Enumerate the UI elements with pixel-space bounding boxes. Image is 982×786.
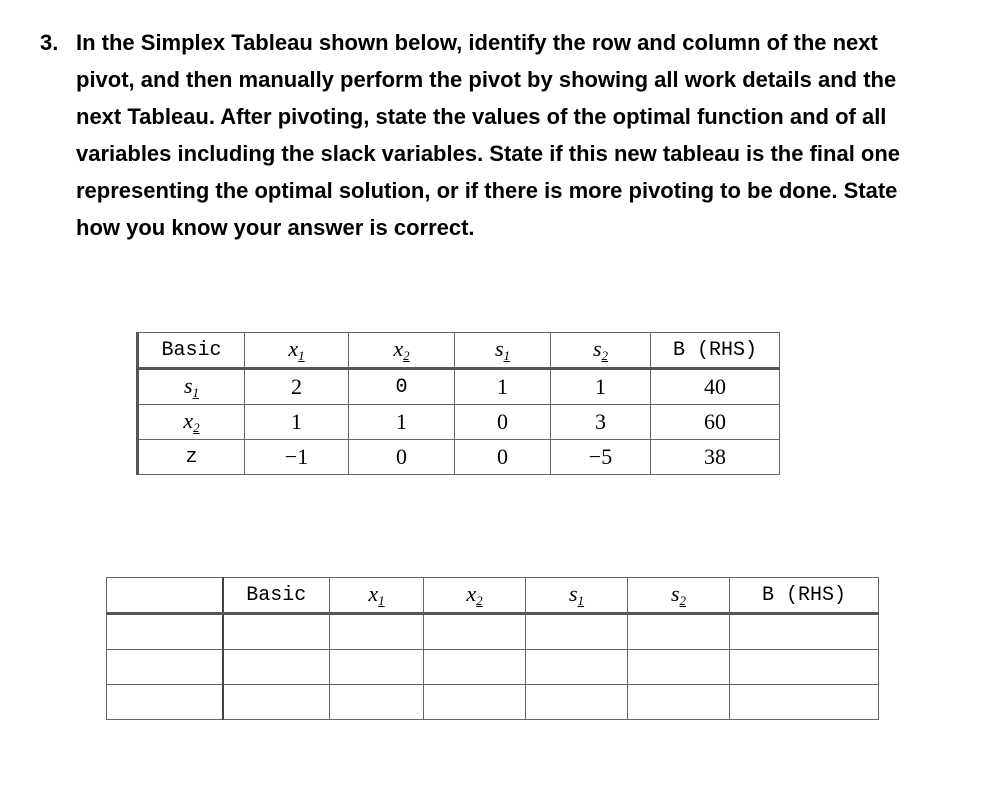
cell-x1: 2 bbox=[245, 369, 349, 405]
blank-cell[interactable] bbox=[330, 650, 424, 685]
table-row bbox=[107, 685, 879, 720]
header-s1: $s_1$ bbox=[526, 578, 628, 614]
question-number: 3. bbox=[40, 30, 59, 55]
cell-s2: −5 bbox=[551, 440, 651, 475]
simplex-tableau-given bbox=[136, 332, 780, 475]
header-s2: $s_2$ bbox=[551, 333, 651, 369]
cell-x1: 1 bbox=[245, 405, 349, 440]
header-basic: Basic bbox=[223, 578, 330, 614]
cell-x2: 0 bbox=[349, 440, 455, 475]
header-rhs: B (RHS) bbox=[651, 333, 780, 369]
cell-x1: −1 bbox=[245, 440, 349, 475]
cell-x2: 0 bbox=[349, 369, 455, 405]
blank-cell[interactable] bbox=[424, 685, 526, 720]
header-x1: $x_1$ bbox=[330, 578, 424, 614]
blank-cell[interactable] bbox=[730, 614, 879, 650]
blank-cell[interactable] bbox=[107, 685, 223, 720]
question-text: In the Simplex Tableau shown below, identify the row and column of the next pivot, and then manually perform the pivot by showing all work details and the next Tableau. After pivoting, state the values of the optimal function and of all variables including the slack variables. State if this new tableau is the final one representing the optimal solution, or if there is more pivoting to be done. State how you know your answer is correct. bbox=[76, 30, 901, 240]
cell-rhs: 60 bbox=[651, 405, 780, 440]
blank-cell[interactable] bbox=[424, 614, 526, 650]
header-s2: $s_2$ bbox=[628, 578, 730, 614]
blank-cell[interactable] bbox=[223, 685, 330, 720]
tableau-header-row bbox=[107, 578, 879, 614]
blank-cell[interactable] bbox=[107, 614, 223, 650]
blank-cell[interactable] bbox=[107, 650, 223, 685]
blank-cell[interactable] bbox=[526, 650, 628, 685]
blank-cell[interactable] bbox=[526, 685, 628, 720]
blank-cell[interactable] bbox=[330, 614, 424, 650]
simplex-tableau-blank bbox=[106, 577, 879, 720]
header-s1: $s_1$ bbox=[455, 333, 551, 369]
cell-s1: 1 bbox=[455, 369, 551, 405]
blank-cell[interactable] bbox=[628, 685, 730, 720]
cell-s2: 1 bbox=[551, 369, 651, 405]
cell-s1: 0 bbox=[455, 440, 551, 475]
header-rhs: B (RHS) bbox=[730, 578, 879, 614]
row-basic: $s_1$ bbox=[138, 369, 245, 405]
blank-cell[interactable] bbox=[424, 650, 526, 685]
table-row bbox=[138, 369, 780, 405]
blank-cell[interactable] bbox=[107, 578, 223, 614]
cell-rhs: 38 bbox=[651, 440, 780, 475]
tableau-header-row bbox=[138, 333, 780, 369]
row-basic: z bbox=[138, 440, 245, 475]
blank-cell[interactable] bbox=[223, 650, 330, 685]
blank-cell[interactable] bbox=[730, 685, 879, 720]
header-x2: $x_2$ bbox=[349, 333, 455, 369]
blank-cell[interactable] bbox=[730, 650, 879, 685]
blank-cell[interactable] bbox=[330, 685, 424, 720]
table-row bbox=[107, 614, 879, 650]
cell-s2: 3 bbox=[551, 405, 651, 440]
question-block bbox=[40, 24, 940, 246]
row-basic: $x_2$ bbox=[138, 405, 245, 440]
cell-rhs: 40 bbox=[651, 369, 780, 405]
header-x1: $x_1$ bbox=[245, 333, 349, 369]
header-x2: $x_2$ bbox=[424, 578, 526, 614]
table-row bbox=[138, 405, 780, 440]
blank-cell[interactable] bbox=[628, 650, 730, 685]
cell-s1: 0 bbox=[455, 405, 551, 440]
cell-x2: 1 bbox=[349, 405, 455, 440]
table-row bbox=[138, 440, 780, 475]
blank-cell[interactable] bbox=[526, 614, 628, 650]
header-basic: Basic bbox=[138, 333, 245, 369]
blank-cell[interactable] bbox=[628, 614, 730, 650]
blank-cell[interactable] bbox=[223, 614, 330, 650]
table-row bbox=[107, 650, 879, 685]
